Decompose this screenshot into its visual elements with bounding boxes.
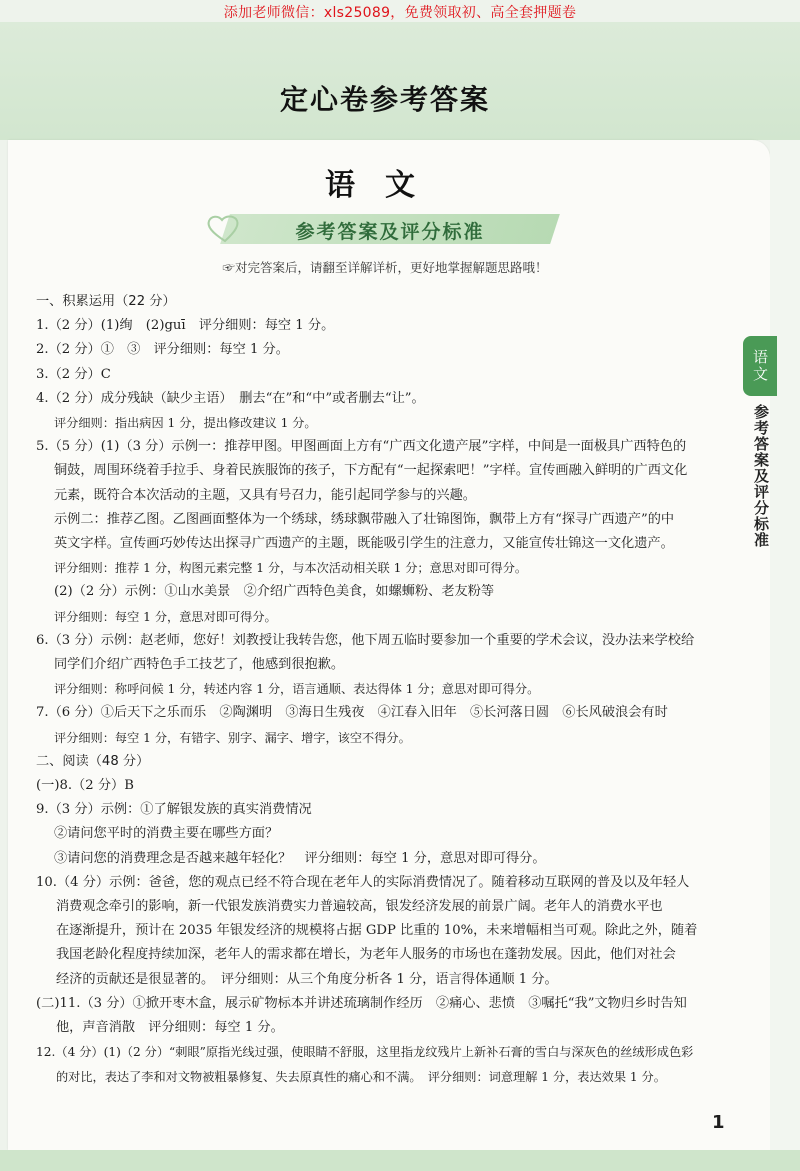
answer-line: 10.（4 分）示例：爸爸，您的观点已经不符合现在老年人的实际消费情况了。随着移动互联网的普及以及年轻人 xyxy=(36,874,690,890)
answer-line: 12.（4 分）(1)（2 分）“刺眼”原指光线过强，使眼睛不舒服，这里指龙纹残片上新补石膏的雪白与深灰色的丝绒形成色彩 xyxy=(36,1045,694,1060)
page-title: 定心卷参考答案 xyxy=(279,83,490,116)
subject-tab[interactable]: 语文 xyxy=(743,336,777,396)
side-rail xyxy=(770,140,800,1171)
answer-line: 元素，既符合本次活动的主题，又具有号召力，能引起同学参与的兴趣。 xyxy=(54,487,476,503)
section-heading: 二、阅读（48 分） xyxy=(36,753,150,769)
section-heading: 一、积累运用（22 分） xyxy=(36,294,176,309)
section-banner xyxy=(205,212,560,246)
answer-line: (二)11.（3 分）①掀开枣木盒，展示矿物标本并讲述琉璃制作经历 ②痛心、悲愤 ③嘱托“我”文物归乡时告知 xyxy=(36,995,687,1011)
watermark-text: 添加老师微信：xls25089，免费领取初、高全套押题卷 xyxy=(223,5,577,21)
footer-band xyxy=(0,1150,800,1171)
answer-line: (一)8.（2 分）B xyxy=(36,778,134,794)
answer-line: 1.（2 分）(1)绚 (2)guī 评分细则：每空 1 分。 xyxy=(36,318,335,334)
banner-title: 参考答案及评分标准 xyxy=(295,221,485,243)
answer-line: ③请问您的消费理念是否越来越年轻化？ 评分细则：每空 1 分，意思对即可得分。 xyxy=(54,850,546,866)
answer-line: 在逐渐提升，预计在 2035 年银发经济的规模将占据 GDP 比重的 10%，未来增幅相当可观。除此之外，随着 xyxy=(56,923,698,939)
answer-line: 他，声音消散 评分细则：每空 1 分。 xyxy=(56,1020,284,1036)
answer-line: 铜鼓，周围环绕着手拉手、身着民族服饰的孩子，下方配有“一起探索吧！”字样。宣传画融入鲜明的广西文化 xyxy=(54,463,688,479)
answer-line: 9.（3 分）示例：①了解银发族的真实消费情况 xyxy=(36,802,312,818)
answer-content xyxy=(36,290,736,1089)
answer-line: 的对比，表达了李和对文物被粗暴修复、失去原真性的痛心和不满。 评分细则：词意理解 1 分，表达效果 1 分。 xyxy=(56,1069,666,1084)
subject-title: 语文 xyxy=(325,168,445,203)
answer-line: 同学们介绍广西特色手工技艺了，他感到很抱歉。 xyxy=(54,657,345,673)
answer-line: ②请问您平时的消费主要在哪些方面？ xyxy=(54,826,279,842)
answer-line: 我国老龄化程度持续加深，老年人的需求都在增长，为老年人服务的市场也在蓬勃发展。因此，他们对社会 xyxy=(56,947,676,963)
answer-line: 4.（2 分）成分残缺（缺少主语） 删去“在”和“中”或者删去“让”。 xyxy=(36,390,425,406)
page-number: 1 xyxy=(712,1112,725,1133)
scoring-note: 评分细则：指出病因 1 分，提出修改建议 1 分。 xyxy=(54,416,317,431)
scoring-note: 评分细则：每空 1 分，有错字、别字、漏字、增字，该空不得分。 xyxy=(54,730,411,745)
scoring-note: 评分细则：推荐 1 分，构图元素完整 1 分，与本次活动相关联 1 分；意思对即可得分。 xyxy=(54,561,528,576)
answer-line: 5.（5 分）(1)（3 分）示例一：推荐甲图。甲图画面上方有“广西文化遗产展”字样，中间是一面极具广西特色的 xyxy=(36,439,687,455)
answer-line: 6.（3 分）示例：赵老师，您好！刘教授让我转告您，他下周五临时要参加一个重要的学术会议，没办法来学校给 xyxy=(36,632,695,648)
scoring-note: 评分细则：称呼问候 1 分，转述内容 1 分，语言通顺、表达得体 1 分；意思对即可得分。 xyxy=(54,682,540,697)
answer-line: 2.（2 分）① ③ 评分细则：每空 1 分。 xyxy=(36,342,289,358)
answer-line: 3.（2 分）C xyxy=(36,366,111,382)
hint-text: ☞对完答案后，请翻至详解详析，更好地掌握解题思路哦！ xyxy=(222,260,548,275)
answer-line: 示例二：推荐乙图。乙图画面整体为一个绣球，绣球飘带融入了壮锦图饰，飘带上方有“探寻广西遗产”的中 xyxy=(54,511,675,527)
answer-line: 7.（6 分）①后天下之乐而乐 ②陶渊明 ③海日生残夜 ④江春入旧年 ⑤长河落日圆 ⑥长风破浪会有时 xyxy=(36,705,668,721)
scoring-note: 评分细则：每空 1 分，意思对即可得分。 xyxy=(54,609,277,624)
answer-line: 经济的贡献还是很显著的。 评分细则：从三个角度分析各 1 分，语言得体通顺 1 分。 xyxy=(56,971,558,987)
tab-caption: 参考答案及评分标准 xyxy=(752,404,770,548)
answer-line: (2)（2 分）示例：①山水美景 ②介绍广西特色美食，如螺蛳粉、老友粉等 xyxy=(54,584,495,600)
answer-line: 消费观念牵引的影响，新一代银发族消费实力普遍较高，银发经济发展的前景广阔。老年人的消费水平也 xyxy=(56,899,663,915)
answer-line: 英文字样。宣传画巧妙传达出探寻广西遗产的主题，既能吸引学生的注意力，又能宣传壮锦这一文化遗产。 xyxy=(54,536,674,552)
